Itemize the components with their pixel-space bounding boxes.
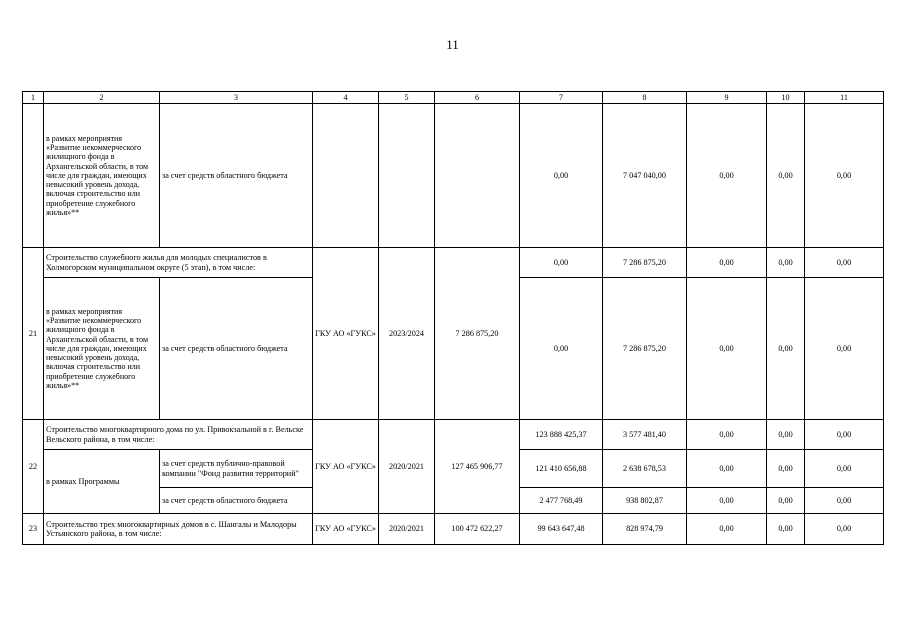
value-cell: 2 477 768,49 [520, 488, 603, 514]
value-cell: 0,00 [805, 248, 884, 278]
value-cell: 0,00 [767, 514, 805, 545]
value-cell: 0,00 [520, 248, 603, 278]
table-row [23, 104, 884, 248]
column-header: 6 [435, 92, 520, 104]
column-header: 3 [160, 92, 313, 104]
value-cell: 123 888 425,37 [520, 420, 603, 450]
value-cell: 7 047 040,00 [603, 104, 687, 248]
table-row [23, 248, 884, 278]
object-title-cell: Строительство трех многоквартирных домов в с. Шангалы и Малодоры Устьянского района, в том числе: [44, 514, 313, 545]
customer-cell [313, 104, 379, 248]
value-cell: 99 643 647,48 [520, 514, 603, 545]
column-header: 11 [805, 92, 884, 104]
column-header: 4 [313, 92, 379, 104]
value-cell: 0,00 [767, 420, 805, 450]
value-cell: 2 638 678,53 [603, 450, 687, 488]
row-number-cell [23, 104, 44, 248]
value-cell: 0,00 [805, 450, 884, 488]
funding-source-cell: за счет средств областного бюджета [160, 104, 313, 248]
column-header: 1 [23, 92, 44, 104]
total-cell [435, 104, 520, 248]
value-cell: 7 286 875,20 [603, 248, 687, 278]
period-cell: 2023/2024 [379, 248, 435, 420]
row-number-cell: 22 [23, 420, 44, 514]
value-cell: 828 974,79 [603, 514, 687, 545]
total-cell: 127 465 906,77 [435, 420, 520, 514]
program-cell: в рамках мероприятия «Развитие некоммерческого жилищного фонда в Архангельской области, в том числе для граждан, имеющих невысокий уровень дохода, включая строительство или приобретение служебного жилья»** [44, 104, 160, 248]
program-cell: в рамках Программы [44, 450, 160, 514]
customer-cell: ГКУ АО «ГУКС» [313, 514, 379, 545]
value-cell: 0,00 [767, 450, 805, 488]
column-number-header-row [23, 92, 884, 104]
value-cell: 0,00 [805, 104, 884, 248]
value-cell: 0,00 [767, 248, 805, 278]
value-cell: 3 577 481,40 [603, 420, 687, 450]
column-header: 2 [44, 92, 160, 104]
object-title-cell: Строительство многоквартирного дома по ул. Привокзальной в г. Вельске Вельского района, в том числе: [44, 420, 313, 450]
period-cell: 2020/2021 [379, 514, 435, 545]
value-cell: 0,00 [805, 420, 884, 450]
value-cell: 7 286 875,20 [603, 278, 687, 420]
period-cell: 2020/2021 [379, 420, 435, 514]
value-cell: 0,00 [687, 278, 767, 420]
value-cell: 0,00 [687, 488, 767, 514]
value-cell: 0,00 [767, 278, 805, 420]
value-cell: 0,00 [805, 278, 884, 420]
value-cell: 0,00 [687, 248, 767, 278]
total-cell: 100 472 622,27 [435, 514, 520, 545]
budget-table [22, 91, 884, 545]
value-cell: 0,00 [767, 104, 805, 248]
customer-cell: ГКУ АО «ГУКС» [313, 420, 379, 514]
value-cell: 0,00 [520, 278, 603, 420]
value-cell: 938 802,87 [603, 488, 687, 514]
period-cell [379, 104, 435, 248]
value-cell: 0,00 [687, 450, 767, 488]
value-cell: 0,00 [805, 488, 884, 514]
value-cell: 0,00 [767, 488, 805, 514]
column-header: 8 [603, 92, 687, 104]
column-header: 10 [767, 92, 805, 104]
table-row [23, 514, 884, 545]
value-cell: 0,00 [687, 104, 767, 248]
column-header: 7 [520, 92, 603, 104]
row-number-cell: 21 [23, 248, 44, 420]
funding-source-cell: за счет средств областного бюджета [160, 278, 313, 420]
table-row [23, 420, 884, 450]
value-cell: 0,00 [687, 420, 767, 450]
row-number-cell: 23 [23, 514, 44, 545]
value-cell: 0,00 [520, 104, 603, 248]
column-header: 9 [687, 92, 767, 104]
value-cell: 121 410 656,88 [520, 450, 603, 488]
funding-source-cell: за счет средств публично-правовой компании "Фонд развития территорий" [160, 450, 313, 488]
value-cell: 0,00 [805, 514, 884, 545]
funding-source-cell: за счет средств областного бюджета [160, 488, 313, 514]
value-cell: 0,00 [687, 514, 767, 545]
column-header: 5 [379, 92, 435, 104]
program-cell: в рамках мероприятия «Развитие некоммерческого жилищного фонда в Архангельской области, в том числе для граждан, имеющих невысокий уровень дохода, включая строительство или приобретение служебного жилья»** [44, 278, 160, 420]
total-cell: 7 286 875,20 [435, 248, 520, 420]
customer-cell: ГКУ АО «ГУКС» [313, 248, 379, 420]
object-title-cell: Строительство служебного жилья для молодых специалистов в Холмогорском муниципальном округе (5 этап), в том числе: [44, 248, 313, 278]
page-number: 11 [446, 37, 459, 52]
